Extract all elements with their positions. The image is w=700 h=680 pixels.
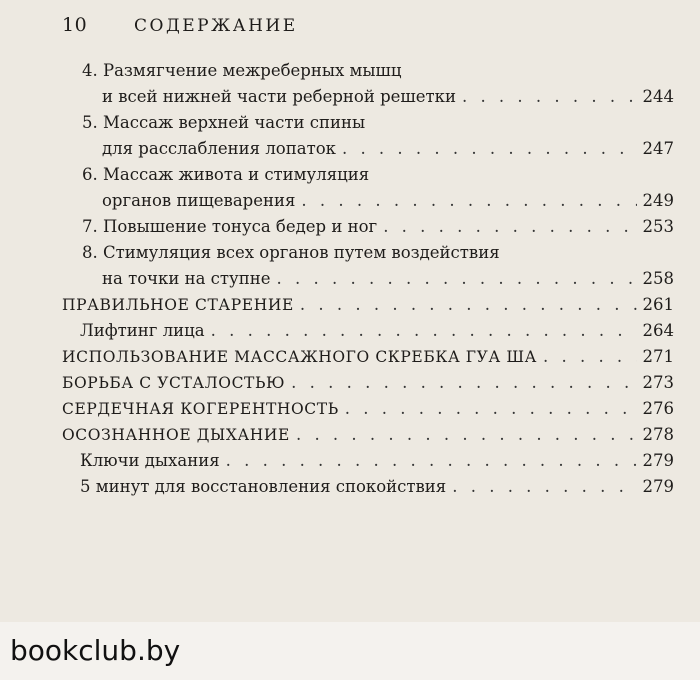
toc-entry-title: 7. Повышение тонуса бедер и ног	[82, 217, 378, 236]
toc-entry-last-line	[62, 292, 674, 318]
dot-leader	[383, 214, 636, 240]
toc-page-number: 276	[642, 399, 674, 418]
toc-entry-title-line: 6. Массаж живота и стимуляция	[82, 165, 370, 184]
dot-leader	[462, 84, 637, 110]
toc-page-number: 278	[642, 425, 674, 444]
toc-entry-last-line	[62, 422, 674, 448]
toc-entry-title: Лифтинг лица	[80, 321, 205, 340]
dot-leader	[543, 344, 637, 370]
toc-entry-title: БОРЬБА С УСТАЛОСТЬЮ	[62, 374, 286, 392]
toc-page-number: 258	[642, 269, 674, 288]
page-header	[62, 14, 298, 36]
page-number: 10	[62, 14, 88, 36]
toc-entry-title: и всей нижней части реберной решетки	[102, 87, 456, 106]
dot-leader	[296, 422, 637, 448]
toc-entry-last-line	[80, 318, 674, 344]
toc-entry-last-line	[82, 136, 674, 162]
toc-entry-title: ИСПОЛЬЗОВАНИЕ МАССАЖНОГО СКРЕБКА ГУА ША	[62, 348, 537, 366]
watermark: bookclub.by	[10, 634, 181, 667]
toc-entry-last-line	[80, 448, 674, 474]
toc-entry-title: ПРАВИЛЬНОЕ СТАРЕНИЕ	[62, 296, 294, 314]
toc-page-number: 264	[642, 321, 674, 340]
toc-page-number: 271	[642, 347, 674, 366]
toc-entry-title-line: 8. Стимуляция всех органов путем воздействия	[82, 243, 500, 262]
toc-entry-title: органов пищеварения	[102, 191, 296, 210]
toc-entry-title: на точки на ступне	[102, 269, 271, 288]
dot-leader	[277, 266, 637, 292]
toc-entry	[62, 474, 674, 500]
toc-entry	[62, 370, 674, 396]
toc-entry-last-line	[82, 214, 674, 240]
dot-leader	[291, 370, 636, 396]
toc-page-number: 261	[642, 295, 674, 314]
toc-entry	[62, 448, 674, 474]
dot-leader	[226, 448, 637, 474]
page-title: СОДЕРЖАНИЕ	[134, 16, 298, 36]
toc-entry	[62, 240, 674, 292]
dot-leader	[300, 292, 637, 318]
toc-entry-last-line	[82, 266, 674, 292]
toc-entry	[62, 292, 674, 318]
toc-entry	[62, 396, 674, 422]
dot-leader	[301, 188, 636, 214]
toc-entry	[62, 344, 674, 370]
toc-entry-title: 5 минут для восстановления спокойствия	[80, 477, 447, 496]
table-of-contents	[62, 58, 674, 500]
toc-entry-title: ОСОЗНАННОЕ ДЫХАНИЕ	[62, 426, 290, 444]
toc-entry	[62, 214, 674, 240]
dot-leader	[342, 136, 637, 162]
dot-leader	[452, 474, 636, 500]
toc-entry	[62, 318, 674, 344]
toc-entry	[62, 58, 674, 110]
toc-page-number: 279	[642, 477, 674, 496]
toc-entry-last-line	[62, 396, 674, 422]
toc-entry	[62, 110, 674, 162]
toc-entry	[62, 422, 674, 448]
toc-page-number: 244	[642, 87, 674, 106]
toc-entry-last-line	[62, 370, 674, 396]
toc-entry-title: для расслабления лопаток	[102, 139, 336, 158]
toc-page-number: 273	[642, 373, 674, 392]
toc-page-number: 279	[642, 451, 674, 470]
toc-entry-title: Ключи дыхания	[80, 451, 220, 470]
toc-entry-last-line	[82, 84, 674, 110]
toc-entry-last-line	[62, 344, 674, 370]
toc-entry-title-line: 5. Массаж верхней части спины	[82, 113, 366, 132]
toc-entry-last-line	[82, 188, 674, 214]
toc-entry-title-line: 4. Размягчение межреберных мышц	[82, 61, 402, 80]
dot-leader	[345, 396, 637, 422]
toc-page-number: 247	[642, 139, 674, 158]
toc-page-number: 249	[642, 191, 674, 210]
dot-leader	[211, 318, 637, 344]
toc-entry	[62, 162, 674, 214]
toc-entry-last-line	[80, 474, 674, 500]
toc-entry-title: СЕРДЕЧНАЯ КОГЕРЕНТНОСТЬ	[62, 400, 339, 418]
toc-page-number: 253	[642, 217, 674, 236]
